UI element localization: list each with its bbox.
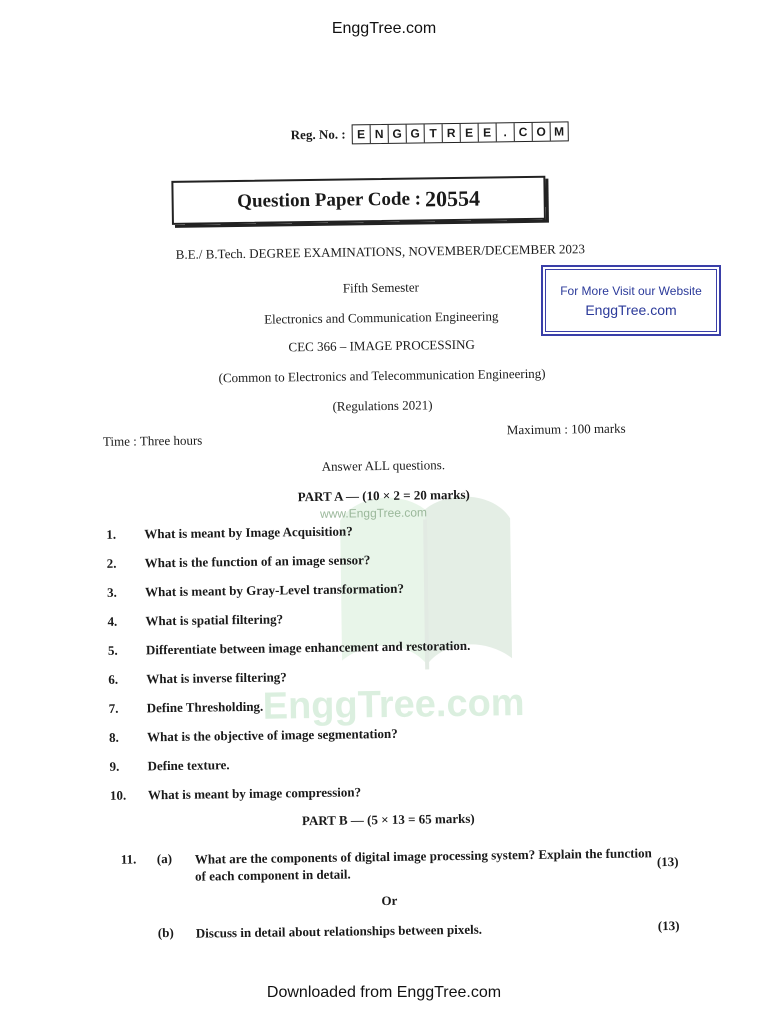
reg-char-box: N [370,125,388,143]
question-number: 1. [106,526,117,542]
website-promo-box[interactable] [541,265,721,336]
question-marks: (13) [657,917,680,934]
watermark-text: EnggTree.com [262,682,525,728]
question-number: 11. [120,851,137,867]
question-number: 5. [107,642,118,658]
sub-question-label: (a) [156,850,173,867]
question-text: What is the objective of image segmentation? [147,725,398,745]
question-item [109,722,669,746]
question-text: What is inverse filtering? [146,669,287,687]
reg-char-box: R [442,124,460,142]
question-number: 10. [109,787,127,803]
question-item [110,780,670,804]
website-promo-line1: For More Visit our Website [560,283,702,298]
question-text: What is meant by Image Acquisition? [144,523,353,542]
part-b-heading: PART B — (5 × 13 = 65 marks) [301,810,475,829]
question-11b [122,918,692,946]
watermark-url: www.EnggTree.com [319,505,428,521]
exam-title: B.E./ B.Tech. DEGREE EXAMINATIONS, NOVEMBER/DECEMBER 2023 [175,241,586,262]
question-11a [121,844,691,888]
instruction: Answer ALL questions. [321,457,446,474]
subject: CEC 366 – IMAGE PROCESSING [288,336,475,355]
question-paper-code [171,176,546,225]
question-item [109,751,669,775]
question-text: What is spatial filtering? [145,611,284,629]
maximum-marks: Maximum : 100 marks [506,420,626,438]
part-a-heading: PART A — (10 × 2 = 20 marks) [297,486,470,505]
regulations: (Regulations 2021) [332,397,433,414]
question-number: 3. [106,584,117,600]
question-number: 6. [108,671,119,687]
website-promo-link[interactable]: EnggTree.com [585,301,677,318]
question-number: 7. [108,700,119,716]
question-number: 9. [109,758,120,774]
site-header: EnggTree.com [331,20,437,37]
paper-code-label: Question Paper Code : [237,188,422,213]
reg-no-boxes [351,121,568,144]
reg-char-box: . [496,123,514,141]
common-note: (Common to Electronics and Telecommunication Engineering) [218,365,546,386]
or-separator: Or [381,892,398,909]
reg-char-box: O [532,123,550,141]
semester: Fifth Semester [342,279,420,296]
reg-char-box: E [478,123,496,141]
reg-char-box: E [460,124,478,142]
reg-char-box: E [352,125,370,143]
question-text: What is meant by Gray-Level transformation? [144,580,405,600]
question-text: Differentiate between image enhancement and restoration. [145,637,471,658]
time-allowed: Time : Three hours [102,432,203,449]
reg-no-label: Reg. No. : [290,126,346,143]
question-text: What is meant by image compression? [147,784,362,803]
branch: Electronics and Communication Engineering [264,308,499,327]
question-text: Define Thresholding. [146,698,264,716]
question-text: Discuss in detail about relationships between pixels. [195,921,483,941]
question-number: 2. [106,555,117,571]
question-text: What is the function of an image sensor? [144,552,371,571]
reg-char-box: G [406,124,424,142]
question-number: 8. [109,729,119,745]
reg-char-box: T [424,124,442,142]
question-text: What are the components of digital image processing system? Explain the function of each component in detail. [194,845,652,884]
question-text: Define texture. [147,757,230,774]
reg-char-box: M [553,124,565,139]
registration-number [291,121,569,145]
reg-char-box: C [514,123,532,141]
download-footer: Downloaded from EnggTree.com [266,984,502,1001]
reg-char-box: G [388,125,406,143]
question-number: 4. [107,613,118,629]
question-marks: (13) [656,853,679,870]
paper-code-value: 20554 [424,185,481,212]
sub-question-label: (b) [157,924,174,941]
